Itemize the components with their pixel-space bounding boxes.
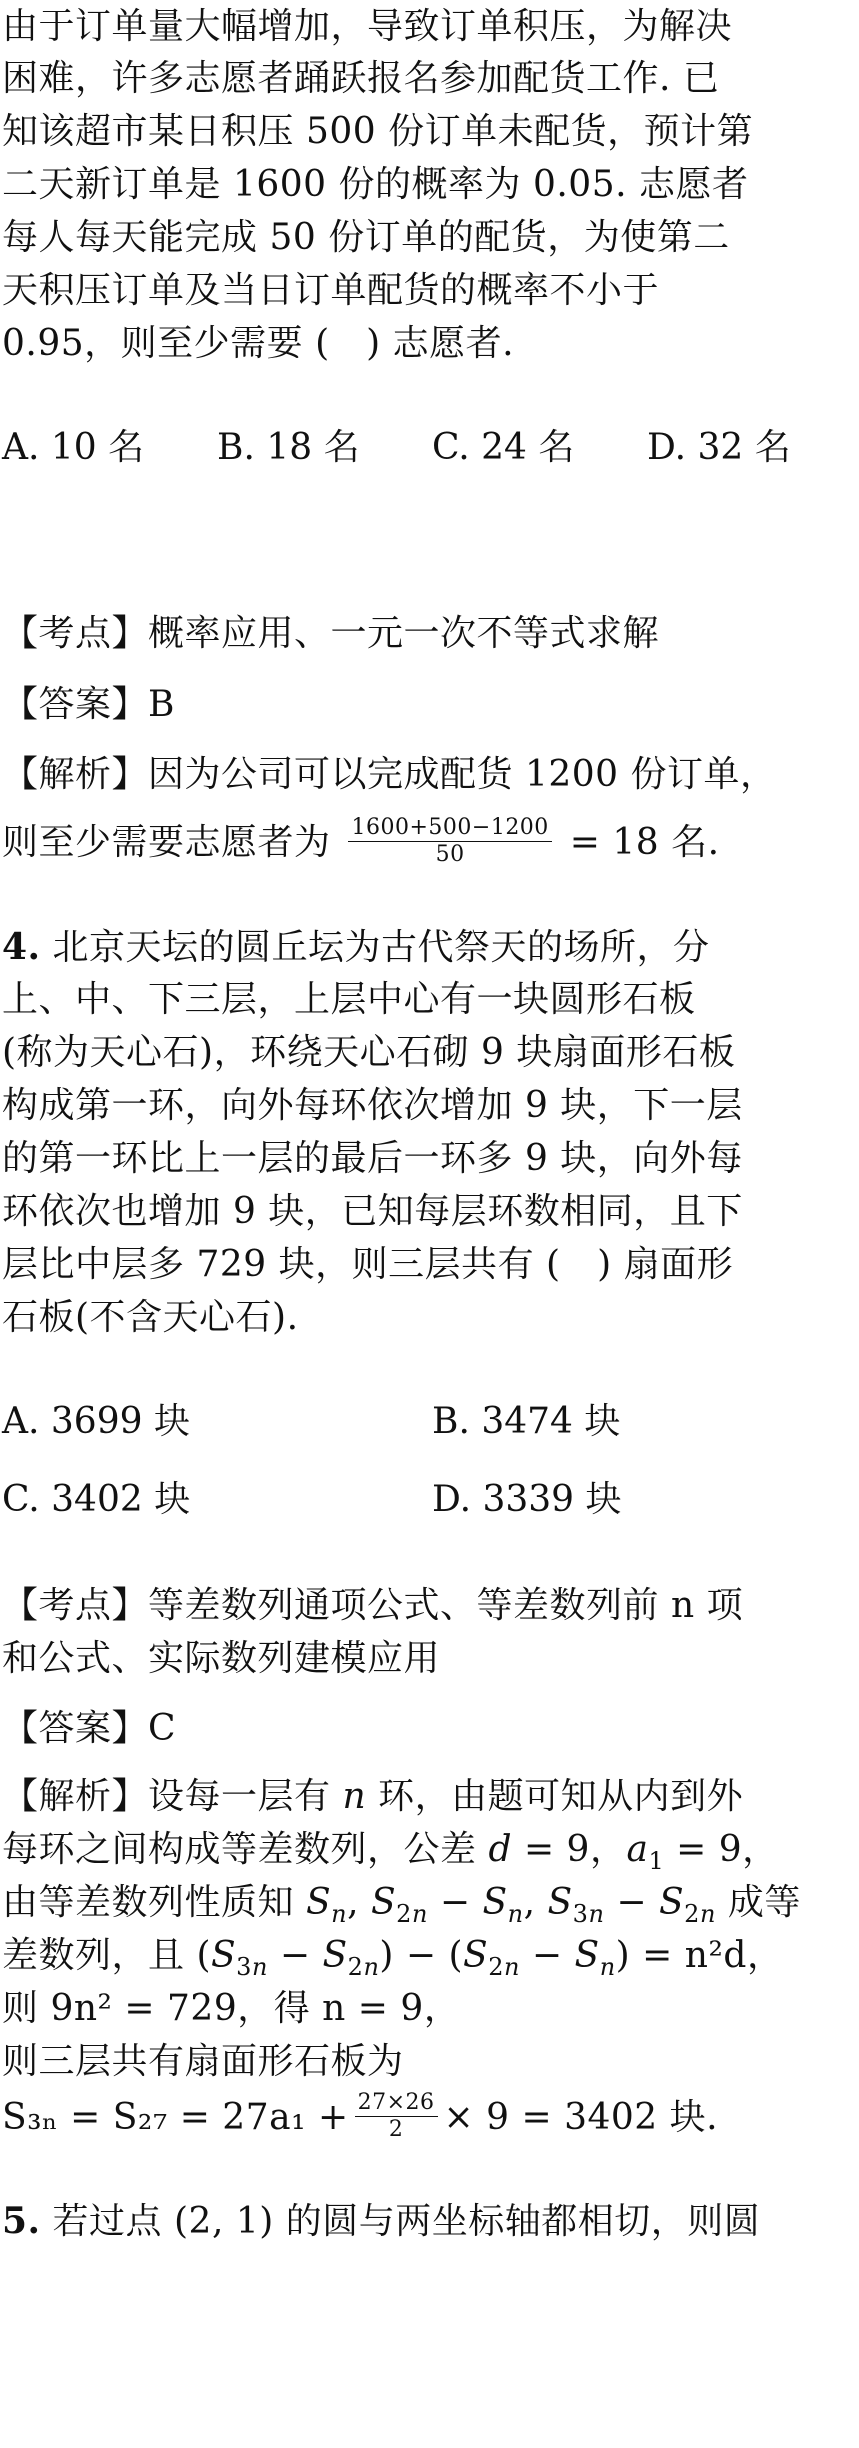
q4-formula-s3n: S₃ₙ = S₂₇ = 27a₁ + bbox=[2, 2097, 349, 2138]
q4-line-5: 的第一环比上一层的最后一环多 9 块，向外每 bbox=[2, 1138, 743, 1179]
q4-line-1-text: 北京天坛的圆丘坛为古代祭天的场所，分 bbox=[52, 927, 710, 968]
q4-analysis-line-4 bbox=[2, 1931, 859, 1981]
q3-line-6: 天积压订单及当日订单配货的概率不小于 bbox=[2, 270, 660, 311]
var-n: n bbox=[342, 1776, 367, 1817]
q3-line-3: 知该超市某日积压 500 份订单未配货，预计第 bbox=[2, 111, 754, 152]
q4-analysis-text: 每环之间构成等差数列，公差 bbox=[2, 1829, 489, 1870]
q3-line-4: 二天新订单是 1600 份的概率为 0.05. 志愿者 bbox=[2, 164, 749, 205]
q4-analysis-text: 成等 bbox=[715, 1882, 801, 1923]
q3-fraction-numerator: 1600+500−1200 bbox=[348, 815, 551, 842]
q4-kaodian-line-1: 【考点】等差数列通项公式、等差数列前 n 项 bbox=[2, 1585, 744, 1626]
q4-number: 4. bbox=[2, 926, 41, 968]
q3-line-2: 困难，许多志愿者踊跃报名参加配货工作. 已 bbox=[2, 58, 720, 99]
q4-formula-diff: $(S_{3n} - S_{2n}) - (S_{2n} - S_n)$ bbox=[196, 1935, 631, 1982]
q4-analysis-line-7 bbox=[2, 2089, 859, 2147]
q3-answer: 【答案】B bbox=[2, 684, 175, 725]
q3-fraction-denominator: 50 bbox=[435, 841, 465, 867]
q4-analysis-line-6: 则三层共有扇面形石板为 bbox=[2, 2041, 404, 2082]
q3-option-b: B. 18 名 bbox=[217, 427, 360, 468]
q3-line-5: 每人每天能完成 50 份订单的配货，为使第二 bbox=[2, 217, 730, 258]
q4-fraction bbox=[355, 2090, 438, 2143]
var-a1: a bbox=[626, 1829, 649, 1870]
q4-formula-sums: $S_n$, $S_{2n} - S_n$, $S_{3n} - S_{2n}$ bbox=[305, 1882, 716, 1929]
q4-analysis-line-1 bbox=[2, 1772, 859, 1822]
q4-analysis-line-3 bbox=[2, 1878, 859, 1928]
q5-number: 5. bbox=[2, 2200, 41, 2242]
q4-line-1 bbox=[2, 922, 859, 973]
q4-analysis-text: = n²d， bbox=[642, 1935, 784, 1976]
q4-kaodian-line-2: 和公式、实际数列建模应用 bbox=[2, 1638, 441, 1679]
q4-analysis-line-5: 则 9n² = 729，得 n = 9， bbox=[2, 1988, 461, 2029]
q4-analysis-text: = 9， bbox=[664, 1829, 779, 1870]
q5-text: 若过点 (2, 1) 的圆与两坐标轴都相切，则圆 bbox=[52, 2201, 761, 2242]
q3-analysis-text: 则至少需要志愿者为 bbox=[2, 822, 331, 863]
q5-line-1 bbox=[2, 2196, 859, 2247]
subscript-1: 1 bbox=[648, 1847, 665, 1876]
q4-line-8: 石板(不含天心石). bbox=[2, 1297, 299, 1338]
q3-option-a: A. 10 名 bbox=[2, 427, 145, 468]
q3-line-1: 由于订单量大幅增加，导致订单积压，为解决 bbox=[2, 6, 733, 47]
q4-analysis-text: 差数列，且 bbox=[2, 1935, 197, 1976]
q4-formula-result: × 9 = 3402 块. bbox=[443, 2097, 719, 2138]
q4-analysis-text: 环，由题可知从内到外 bbox=[366, 1776, 744, 1817]
q4-option-d: D. 3339 块 bbox=[432, 1479, 622, 1520]
q4-fraction-denominator: 2 bbox=[388, 2116, 404, 2142]
q4-option-b: B. 3474 块 bbox=[432, 1401, 621, 1442]
q4-line-2: 上、中、下三层，上层中心有一块圆形石板 bbox=[2, 979, 696, 1020]
q3-option-d: D. 32 名 bbox=[647, 427, 791, 468]
q4-line-3: (称为天心石)，环绕天心石砌 9 块扇面形石板 bbox=[2, 1032, 736, 1073]
q4-line-7: 层比中层多 729 块，则三层共有 ( ) 扇面形 bbox=[2, 1244, 734, 1285]
q3-analysis-line-1: 【解析】因为公司可以完成配货 1200 份订单， bbox=[2, 754, 777, 795]
q4-analysis-text: 【解析】设每一层有 bbox=[2, 1776, 343, 1817]
q4-analysis-line-2 bbox=[2, 1825, 859, 1875]
q3-analysis-line-2 bbox=[2, 814, 859, 872]
q4-analysis-text: = 9， bbox=[512, 1829, 627, 1870]
q4-line-4: 构成第一环，向外每环依次增加 9 块，下一层 bbox=[2, 1085, 743, 1126]
q3-fraction bbox=[348, 815, 551, 868]
q4-analysis-text: 由等差数列性质知 bbox=[2, 1882, 306, 1923]
q4-line-6: 环依次也增加 9 块，已知每层环数相同，且下 bbox=[2, 1191, 743, 1232]
var-d: d bbox=[488, 1829, 512, 1870]
q4-option-a: A. 3699 块 bbox=[2, 1401, 190, 1442]
q3-analysis-result: = 18 名. bbox=[569, 822, 720, 863]
q3-line-7: 0.95，则至少需要 ( ) 志愿者. bbox=[2, 323, 515, 364]
q4-fraction-numerator: 27×26 bbox=[355, 2090, 438, 2117]
q3-kaodian: 【考点】概率应用、一元一次不等式求解 bbox=[2, 613, 660, 654]
q3-option-c: C. 24 名 bbox=[432, 427, 575, 468]
q4-answer: 【答案】C bbox=[2, 1708, 177, 1749]
q4-option-c: C. 3402 块 bbox=[2, 1479, 191, 1520]
